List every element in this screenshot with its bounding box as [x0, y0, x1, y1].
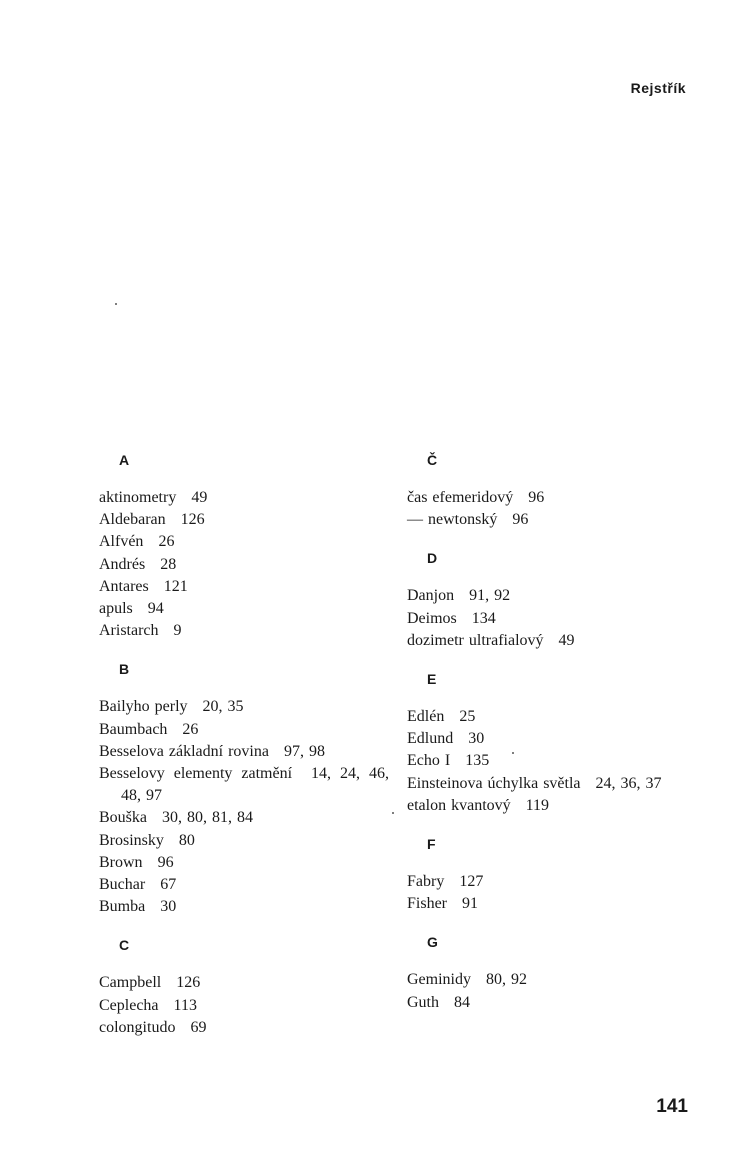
index-section — [407, 449, 697, 531]
index-term: colongitudo — [99, 1018, 176, 1036]
index-term: Bumba — [99, 898, 146, 916]
section-letter: G — [427, 934, 438, 951]
index-page-numbers: 127 — [459, 873, 484, 891]
index-entry — [407, 893, 697, 915]
index-term: Echo I — [407, 752, 451, 770]
print-speck — [512, 752, 514, 754]
index-entry — [99, 896, 389, 918]
index-entry — [99, 741, 389, 763]
index-term: Edlén — [407, 708, 445, 726]
index-entry — [99, 972, 389, 994]
index-page-numbers: 96 — [512, 511, 529, 529]
index-term: Buchar — [99, 876, 146, 894]
index-page-numbers: 91 — [462, 895, 478, 913]
index-page-numbers: 80 — [178, 831, 195, 849]
print-speck — [115, 303, 117, 305]
index-page-numbers: 24, 36, 37 — [595, 774, 662, 792]
index-entry — [99, 531, 389, 553]
index-entry — [407, 706, 697, 728]
index-term: Besselovy elementy zatmění — [99, 765, 293, 783]
index-page-numbers: 134 — [471, 609, 496, 627]
index-term: Campbell — [99, 974, 162, 992]
index-term: — newtonský — [407, 511, 498, 529]
index-entry — [99, 830, 389, 852]
index-term: Andrés — [99, 555, 146, 573]
index-section — [99, 449, 389, 642]
index-term: apuls — [99, 600, 133, 618]
index-page-numbers: 67 — [160, 876, 177, 894]
index-page-numbers: 135 — [465, 752, 490, 770]
index-entry — [99, 576, 389, 598]
section-letter: F — [427, 836, 436, 853]
index-page-numbers: 20, 35 — [202, 698, 244, 716]
index-page-numbers: 94 — [147, 600, 164, 618]
index-term: Guth — [407, 993, 439, 1011]
index-page-numbers: 9 — [173, 622, 182, 640]
running-header: Rejstřík — [630, 80, 686, 96]
section-letter: Č — [427, 452, 438, 468]
index-term: Bouška — [99, 809, 147, 827]
index-term: Bailyho perly — [99, 698, 188, 716]
index-term: dozimetr ultrafialový — [407, 631, 544, 649]
index-entry — [99, 763, 389, 807]
index-entry — [407, 509, 697, 531]
index-term: Deimos — [407, 609, 457, 627]
index-term: Aristarch — [99, 622, 159, 640]
index-entry — [99, 620, 389, 642]
index-entry — [99, 487, 389, 509]
section-letter: C — [119, 937, 130, 954]
index-page-numbers: 119 — [525, 796, 550, 814]
index-section — [407, 547, 697, 652]
index-term: Einsteinova úchylka světla — [407, 774, 581, 792]
index-term: Alfvén — [99, 533, 144, 551]
index-section — [99, 934, 389, 1039]
index-term: Fisher — [407, 895, 447, 913]
index-term: aktinometry — [99, 489, 177, 506]
index-page-numbers: 49 — [191, 489, 208, 506]
index-page-numbers: 121 — [163, 577, 188, 595]
index-page-numbers: 126 — [176, 974, 201, 992]
index-entry — [99, 995, 389, 1017]
index-entry — [407, 969, 697, 991]
page-number: 141 — [656, 1096, 688, 1117]
index-entry — [407, 487, 697, 509]
index-term: Antares — [99, 577, 149, 595]
index-page-numbers: 97, 98 — [283, 742, 325, 760]
index-entry — [407, 608, 697, 630]
index-page-numbers: 14, 24, 46, 48, 97 — [121, 765, 390, 805]
index-column-right — [407, 449, 697, 1014]
index-entry — [99, 696, 389, 718]
index-page-numbers: 80, 92 — [486, 971, 527, 989]
index-page-numbers: 84 — [454, 993, 470, 1011]
index-term: Edlund — [407, 730, 454, 748]
index-entry — [99, 554, 389, 576]
index-entry — [407, 992, 697, 1014]
index-page-numbers: 30 — [468, 730, 485, 748]
index-term: Besselova základní rovina — [99, 742, 269, 760]
index-term: etalon kvantový — [407, 796, 511, 814]
index-entry — [99, 852, 389, 874]
section-letter: E — [427, 671, 437, 688]
index-page-numbers: 126 — [180, 511, 205, 529]
index-page-numbers: 28 — [160, 555, 177, 573]
index-entry — [407, 630, 697, 652]
index-section — [407, 833, 697, 915]
index-page-numbers: 26 — [182, 720, 199, 738]
index-page-numbers: 49 — [558, 631, 575, 649]
index-entry — [99, 598, 389, 620]
index-section — [407, 668, 697, 817]
index-entry — [407, 871, 697, 893]
index-page-numbers: 25 — [459, 708, 476, 726]
index-page-numbers: 69 — [190, 1018, 207, 1036]
print-speck — [392, 812, 394, 814]
section-letter: A — [119, 452, 130, 468]
index-term: Fabry — [407, 873, 445, 891]
index-term: Brown — [99, 853, 143, 871]
index-entry — [99, 807, 389, 829]
index-entry — [407, 585, 697, 607]
index-page-numbers: 113 — [173, 996, 197, 1014]
index-entry — [99, 874, 389, 896]
index-entry — [407, 773, 697, 795]
index-page-numbers: 30 — [160, 898, 177, 916]
index-entry — [407, 750, 697, 772]
index-entry — [99, 719, 389, 741]
index-entry — [407, 728, 697, 750]
index-page-numbers: 96 — [157, 853, 174, 871]
index-entry — [99, 509, 389, 531]
index-page-numbers: 30, 80, 81, 84 — [162, 809, 253, 827]
index-term: Baumbach — [99, 720, 168, 738]
index-page-numbers: 26 — [158, 533, 175, 551]
index-entry — [99, 1017, 389, 1039]
index-term: Brosinsky — [99, 831, 164, 849]
section-letter: B — [119, 661, 130, 678]
index-section — [99, 658, 389, 918]
index-section — [407, 931, 697, 1013]
index-term: Danjon — [407, 587, 455, 605]
index-term: Ceplecha — [99, 996, 159, 1014]
section-letter: D — [427, 550, 438, 567]
index-term: čas efemeridový — [407, 489, 514, 506]
index-page-numbers: 91, 92 — [469, 587, 511, 605]
index-term: Aldebaran — [99, 511, 166, 529]
index-term: Geminidy — [407, 971, 471, 989]
index-entry — [407, 795, 697, 817]
index-column-left — [99, 449, 389, 1039]
index-page-numbers: 96 — [528, 489, 545, 506]
